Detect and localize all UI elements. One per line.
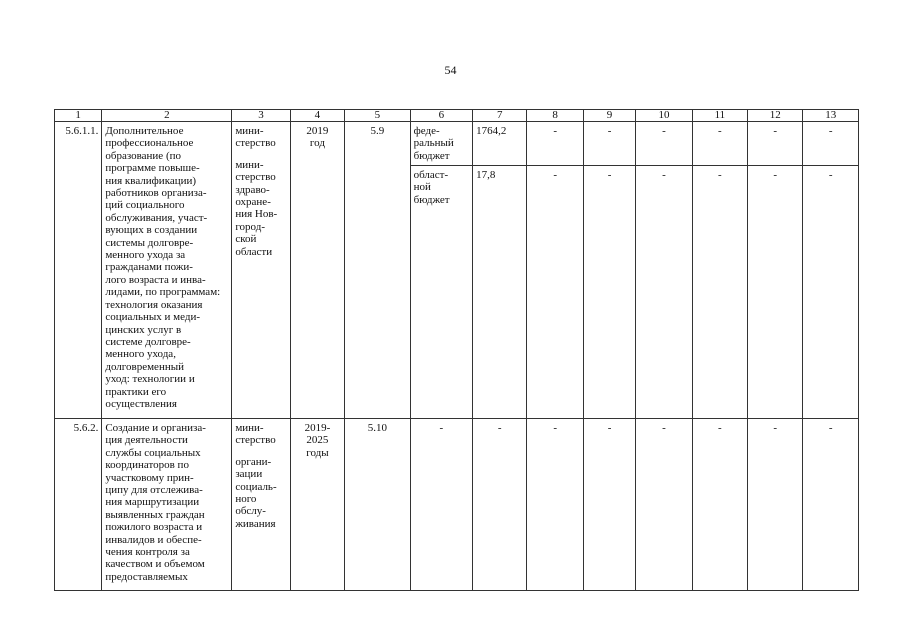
funding-source: - [410,419,472,591]
term-cell [290,419,344,591]
value-cell: - [636,419,692,591]
header-cell: 2 [102,110,232,122]
value-cell: - [803,122,859,166]
funding-source [410,122,472,166]
executor-secondary [235,456,286,530]
value-cell: - [748,419,803,591]
header-row [55,110,859,122]
text-line: ного [235,493,257,506]
value-cell: - [527,419,583,591]
text-line: гражданами пожи- [105,261,193,274]
text-line: осуществления [105,397,177,410]
text-line: качеством и объемом [105,558,205,571]
text-line: живания [235,517,276,530]
executor-cell [232,419,290,591]
text-line: участковому прин- [105,471,194,484]
funding-source [410,166,472,419]
text-line: охране- [235,196,271,209]
measure-name [102,122,232,419]
text-line: технология оказания [105,298,203,311]
value-cell: - [527,122,583,166]
header-cell: 5 [345,110,410,122]
text-line: социаль- [235,480,277,493]
text-line: здраво- [235,183,270,196]
text-line: координаторов по [105,459,189,472]
text-line: лидами, по программам: [105,286,221,299]
executor-primary [235,422,286,447]
text-line: зации [235,468,263,481]
text-line: ций социального [105,199,185,212]
header-cell: 1 [55,110,102,122]
text-line: Дополнительное [105,125,184,137]
text-line: 2025 [306,434,329,447]
value-cell: - [636,166,692,419]
measure-name [102,419,232,591]
header-cell: 6 [410,110,472,122]
text-line: област- [413,169,449,181]
header-cell: 10 [636,110,692,122]
text-line: цинских услуг в [105,323,182,336]
indicator-cell: 5.9 [345,122,410,419]
value-cell: - [636,122,692,166]
text-line: инвалидов и обеспе- [105,533,202,546]
text-line: органи- [235,455,272,468]
value-cell: - [803,166,859,419]
header-cell: 13 [803,110,859,122]
text-line: мини- [235,422,264,434]
text-line: обслуживания, участ- [105,211,208,224]
value-cell: - [583,419,635,591]
executor-cell [232,122,290,419]
header-cell: 12 [748,110,803,122]
page-number: 54 [444,63,457,77]
text-line: менного ухода за [105,249,186,262]
value-cell: - [527,166,583,419]
table-row [55,419,859,591]
text-line: обслу- [235,505,266,518]
value-cell: - [692,122,747,166]
header-cell: 7 [473,110,527,122]
text-line: ской [235,233,257,246]
text-line: Создание и организа- [105,422,206,434]
text-line: чения контроля за [105,546,190,559]
text-line: работников организа- [105,187,207,200]
text-line: практики его [105,385,167,398]
text-line: бюджет [413,149,450,162]
text-line: ния маршрутизации [105,496,200,509]
text-line: мини- [235,125,264,137]
text-line: годы [306,446,329,459]
value-cell: - [692,419,747,591]
header-cell: 9 [583,110,635,122]
amount-cell: 17,8 [473,166,527,419]
row-number: 5.6.2. [55,419,102,591]
executor-secondary [235,159,286,258]
text-line: 2019 [306,125,329,137]
row-number: 5.6.1.1. [55,122,102,419]
text-line: профессиональное [105,137,194,150]
text-line: образование (по [105,149,181,162]
indicator-cell: 5.10 [345,419,410,591]
text-line: город- [235,220,265,233]
text-line: стерство [235,434,276,447]
text-line: пожилого возраста и [105,521,203,534]
text-line: стерство [235,137,276,150]
table-row [55,122,859,166]
value-cell: - [748,122,803,166]
text-line: феде- [413,125,440,137]
header-cell: 8 [527,110,583,122]
text-line: вующих в создании [105,224,198,237]
text-line: год [309,137,325,150]
amount-cell: 1764,2 [473,122,527,166]
text-line: программе повыше- [105,162,200,175]
text-line: службы социальных [105,446,201,459]
text-line: лого возраста и инва- [105,273,206,286]
text-line: области [235,245,273,258]
text-line: стерство [235,171,276,184]
text-line: ральный [413,137,454,150]
text-line: менного ухода, [105,348,176,361]
text-line: выявленных граждан [105,508,205,521]
text-line: мини- [235,158,264,171]
text-line: системы долговре- [105,236,194,249]
text-line: ция деятельности [105,434,188,447]
text-line: системе долговре- [105,335,191,348]
text-line: предоставляемых [105,570,188,583]
text-line: ния Нов- [235,208,278,221]
text-line: 2019- [304,422,331,434]
amount-cell: - [473,419,527,591]
value-cell: - [803,419,859,591]
value-cell: - [692,166,747,419]
text-line: уход: технологии и [105,373,195,386]
value-cell: - [748,166,803,419]
text-line: бюджет [413,193,450,206]
text-line: долговременный [105,360,184,373]
text-line: ния квалификации) [105,174,197,187]
measures-table [54,109,859,591]
term-cell [290,122,344,419]
header-cell: 4 [290,110,344,122]
text-line: ципу для отслежива- [105,484,203,497]
text-line: ной [413,181,431,194]
header-cell: 3 [232,110,290,122]
value-cell: - [583,122,635,166]
header-cell: 11 [692,110,747,122]
executor-primary [235,125,286,150]
value-cell: - [583,166,635,419]
text-line: социальных и меди- [105,311,200,324]
